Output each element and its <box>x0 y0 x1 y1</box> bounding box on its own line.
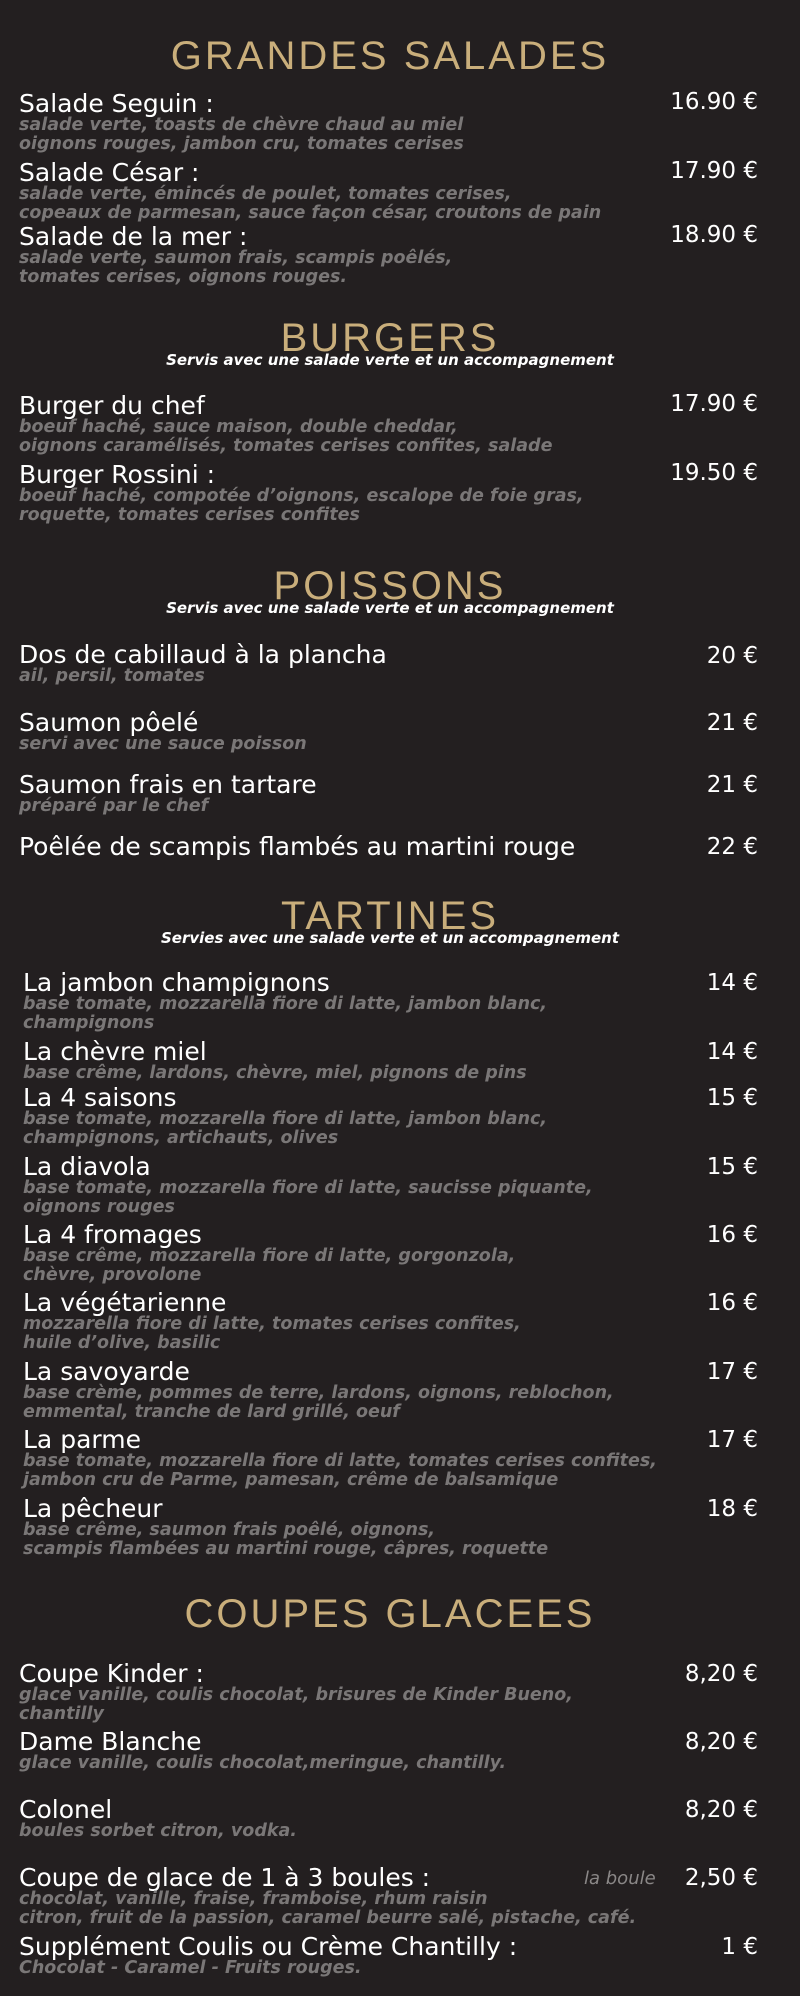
item-name: Salade de la mer : <box>19 222 248 251</box>
menu-item <box>19 834 759 860</box>
menu-item <box>23 1496 763 1560</box>
menu-item <box>19 1934 759 1979</box>
item-description: base crême, mozzarella fiore di latte, gorgonzola, <box>23 1246 516 1266</box>
menu-item <box>19 160 759 224</box>
unit-label: la boule <box>584 1868 656 1889</box>
item-description: boeuf haché, compotée d’oignons, escalope de foie gras, <box>19 486 584 506</box>
menu-item <box>23 1085 763 1149</box>
item-description: chantilly <box>19 1704 104 1724</box>
item-description: huile d’olive, basilic <box>23 1333 221 1353</box>
menu-item <box>19 393 759 457</box>
menu-item <box>19 1729 759 1774</box>
item-price: 21 € <box>706 710 758 736</box>
item-description: glace vanille, coulis chocolat,meringue, chantilly. <box>19 1753 507 1773</box>
item-price: 20 € <box>706 643 758 669</box>
item-description: copeaux de parmesan, sauce façon césar, croutons de pain <box>19 203 602 223</box>
menu-item <box>23 1359 763 1423</box>
item-name: La diavola <box>23 1152 151 1181</box>
item-name: Supplément Coulis ou Crème Chantilly : <box>19 1932 518 1961</box>
menu-item <box>23 1154 763 1218</box>
item-description: oignons rouges, jambon cru, tomates cerises <box>19 134 464 154</box>
item-description: base tomate, mozzarella fiore di latte, jambon blanc, <box>23 994 548 1014</box>
item-description: oignons rouges <box>23 1197 175 1217</box>
item-description: chocolat, vanille, fraise, framboise, rhum raisin <box>19 1889 488 1909</box>
menu-item <box>19 1797 759 1842</box>
menu-item <box>19 642 759 687</box>
item-name: Colonel <box>19 1795 113 1824</box>
item-description: glace vanille, coulis chocolat, brisures de Kinder Bueno, <box>19 1685 573 1705</box>
item-description: base crême, lardons, chèvre, miel, pignons de pins <box>23 1063 527 1083</box>
item-price: 8,20 € <box>684 1729 758 1755</box>
item-name: Saumon frais en tartare <box>19 770 317 799</box>
menu-item <box>19 224 759 288</box>
item-description: champignons <box>23 1013 155 1033</box>
item-description: boeuf haché, sauce maison, double cheddar, <box>19 417 458 437</box>
item-name: La jambon champignons <box>23 968 330 997</box>
item-price: 18 € <box>706 1496 758 1522</box>
item-description: salade verte, saumon frais, scampis poêlés, <box>19 248 453 268</box>
item-name: Coupe de glace de 1 à 3 boules : <box>19 1863 431 1892</box>
item-description: champignons, artichauts, olives <box>23 1128 339 1148</box>
item-name: La parme <box>23 1425 141 1454</box>
item-name: Burger du chef <box>19 391 205 420</box>
menu-item <box>23 970 763 1034</box>
item-price: 17.90 € <box>670 391 758 417</box>
item-price: 17 € <box>706 1359 758 1385</box>
section-title-poissons: POISSONS <box>273 564 507 608</box>
section-title-tartines: TARTINES <box>280 894 500 938</box>
item-description: chèvre, provolone <box>23 1265 202 1285</box>
item-name: La pêcheur <box>23 1494 163 1523</box>
item-price: 14 € <box>706 970 758 996</box>
item-price: 8,20 € <box>684 1661 758 1687</box>
item-description: emmental, tranche de lard grillé, oeuf <box>23 1402 400 1422</box>
item-price: 22 € <box>706 834 758 860</box>
item-price: 21 € <box>706 772 758 798</box>
item-name: Coupe Kinder : <box>19 1659 204 1688</box>
item-description: base crème, pommes de terre, lardons, oignons, reblochon, <box>23 1383 614 1403</box>
item-description: servi avec une sauce poisson <box>19 734 307 754</box>
item-description: jambon cru de Parme, pamesan, crême de balsamique <box>23 1470 559 1490</box>
menu-item <box>23 1290 763 1354</box>
section-title-salades: GRANDES SALADES <box>170 34 610 78</box>
menu-item <box>19 1661 759 1725</box>
item-price: 16.90 € <box>670 89 758 115</box>
item-description: base tomate, mozzarella fiore di latte, saucisse piquante, <box>23 1178 593 1198</box>
item-price: 19.50 € <box>670 460 758 486</box>
item-price: 15 € <box>706 1085 758 1111</box>
item-description: salade verte, toasts de chèvre chaud au miel <box>19 115 464 135</box>
menu-item <box>19 91 759 155</box>
item-description: roquette, tomates cerises confites <box>19 505 360 525</box>
item-description: boules sorbet citron, vodka. <box>19 1821 297 1841</box>
item-price: 1 € <box>721 1934 758 1960</box>
menu-item <box>19 710 759 755</box>
item-description: Chocolat - Caramel - Fruits rouges. <box>19 1958 362 1978</box>
menu-item <box>23 1039 763 1084</box>
item-name: La savoyarde <box>23 1357 190 1386</box>
item-description: ail, persil, tomates <box>19 666 205 686</box>
item-price: 16 € <box>706 1222 758 1248</box>
item-price: 8,20 € <box>684 1797 758 1823</box>
item-description: tomates cerises, oignons rouges. <box>19 267 348 287</box>
item-price: 17.90 € <box>670 158 758 184</box>
item-price: 14 € <box>706 1039 758 1065</box>
item-name: Dame Blanche <box>19 1727 202 1756</box>
item-name: La végétarienne <box>23 1288 227 1317</box>
item-name: Burger Rossini : <box>19 460 216 489</box>
item-price: 16 € <box>706 1290 758 1316</box>
section-title-coupes: COUPES GLACEES <box>184 1592 596 1636</box>
section-subtitle-poissons: Servis avec une salade verte et un accompagnement <box>166 599 614 617</box>
item-price: 18.90 € <box>670 222 758 248</box>
item-description: scampis flambées au martini rouge, câpres, roquette <box>23 1539 549 1559</box>
menu-item <box>23 1427 763 1491</box>
item-description: base tomate, mozzarella fiore di latte, jambon blanc, <box>23 1109 548 1129</box>
item-price: 15 € <box>706 1154 758 1180</box>
menu-item <box>19 462 759 526</box>
item-description: mozzarella fiore di latte, tomates cerises confites, <box>23 1314 521 1334</box>
item-price: 17 € <box>706 1427 758 1453</box>
item-name: Saumon pôelé <box>19 708 199 737</box>
item-name: La 4 saisons <box>23 1083 177 1112</box>
item-description: base tomate, mozzarella fiore di latte, tomates cerises confites, <box>23 1451 657 1471</box>
item-name: Salade Seguin : <box>19 89 214 118</box>
item-description: citron, fruit de la passion, caramel beurre salé, pistache, café. <box>19 1908 637 1928</box>
menu-item <box>23 1222 763 1286</box>
section-title-burgers: BURGERS <box>280 316 500 360</box>
item-name: Dos de cabillaud à la plancha <box>19 640 387 669</box>
item-name: La chèvre miel <box>23 1037 207 1066</box>
item-name: Salade César : <box>19 158 200 187</box>
item-description: oignons caramélisés, tomates cerises confites, salade <box>19 436 553 456</box>
item-name: La 4 fromages <box>23 1220 202 1249</box>
item-description: base crême, saumon frais poêlé, oignons, <box>23 1520 436 1540</box>
section-subtitle-burgers: Servis avec une salade verte et un accompagnement <box>166 351 614 369</box>
item-price: 2,50 € <box>684 1865 758 1891</box>
menu-item <box>19 772 759 817</box>
section-subtitle-tartines: Servies avec une salade verte et un accompagnement <box>160 929 619 947</box>
item-description: salade verte, émincés de poulet, tomates cerises, <box>19 184 512 204</box>
item-name: Poêlée de scampis flambés au martini rouge <box>19 832 576 861</box>
item-description: préparé par le chef <box>19 796 209 816</box>
